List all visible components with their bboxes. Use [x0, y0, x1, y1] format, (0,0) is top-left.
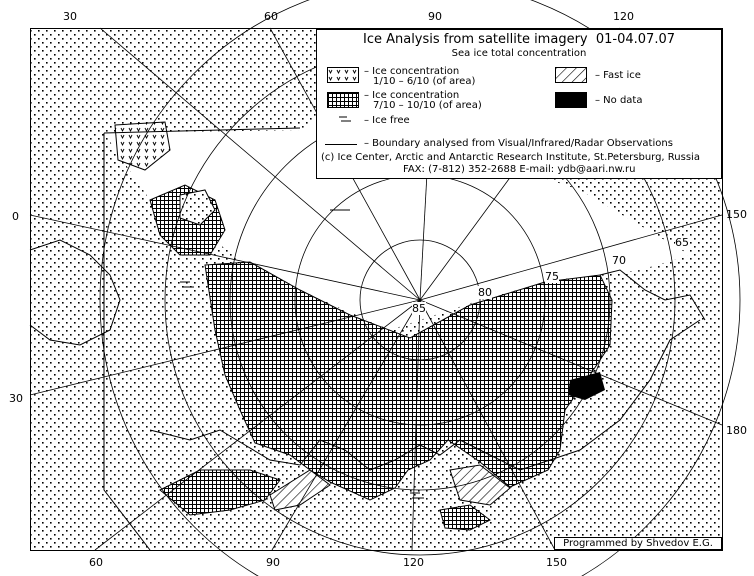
credit-box: Programmed by Shvedov E.G.	[554, 537, 722, 550]
lat-85: 85	[412, 302, 426, 315]
legend-boundary: – Boundary analysed from Visual/Infrared/Radar Observations	[364, 138, 673, 149]
lon-right-180: 180	[726, 424, 747, 437]
legend-low-conc-2: 1/10 – 6/10 (of area)	[373, 76, 476, 87]
lat-75: 75	[545, 270, 559, 283]
legend-title-text: Ice Analysis from satellite imagery	[362, 32, 588, 47]
lon-bottom-150: 150	[546, 556, 567, 569]
lat-80: 80	[478, 286, 492, 299]
swatch-no-data	[555, 92, 587, 108]
lon-top-120: 120	[613, 10, 634, 23]
lon-left-30: 30	[9, 392, 23, 405]
swatch-low-concentration	[327, 67, 359, 83]
lon-bottom-120: 120	[403, 556, 424, 569]
legend-title	[317, 32, 721, 47]
legend-high-conc-2: 7/10 – 10/10 (of area)	[373, 100, 482, 111]
legend-copyright: (c) Ice Center, Arctic and Antarctic Research Institute, St.Petersburg, Russia	[321, 152, 700, 163]
lon-top-60: 60	[264, 10, 278, 23]
legend-no-data: – No data	[595, 95, 643, 106]
lat-70: 70	[612, 254, 626, 267]
legend-low-conc-1: – Ice concentration	[364, 66, 460, 77]
swatch-high-concentration	[327, 92, 359, 108]
legend-fast-ice: – Fast ice	[595, 70, 641, 81]
swatch-fast-ice	[555, 67, 587, 83]
lon-left-0: 0	[12, 210, 19, 223]
lon-bottom-90: 90	[266, 556, 280, 569]
legend-contact: FAX: (7-812) 352-2688 E-mail: ydb@aari.nw.ru	[403, 164, 636, 175]
legend-ice-free: – Ice free	[364, 115, 410, 126]
legend-subtitle: Sea ice total concentration	[451, 48, 587, 59]
lon-bottom-60: 60	[89, 556, 103, 569]
swatch-boundary-line	[325, 144, 357, 145]
lon-right-150: 150	[726, 208, 747, 221]
lon-top-30: 30	[63, 10, 77, 23]
lat-65: 65	[675, 236, 689, 249]
map-legend	[316, 29, 722, 179]
legend-high-conc-1: – Ice concentration	[364, 90, 460, 101]
legend-dates: 01-04.07.07	[595, 32, 675, 47]
lon-top-90: 90	[428, 10, 442, 23]
swatch-ice-free	[339, 114, 353, 124]
